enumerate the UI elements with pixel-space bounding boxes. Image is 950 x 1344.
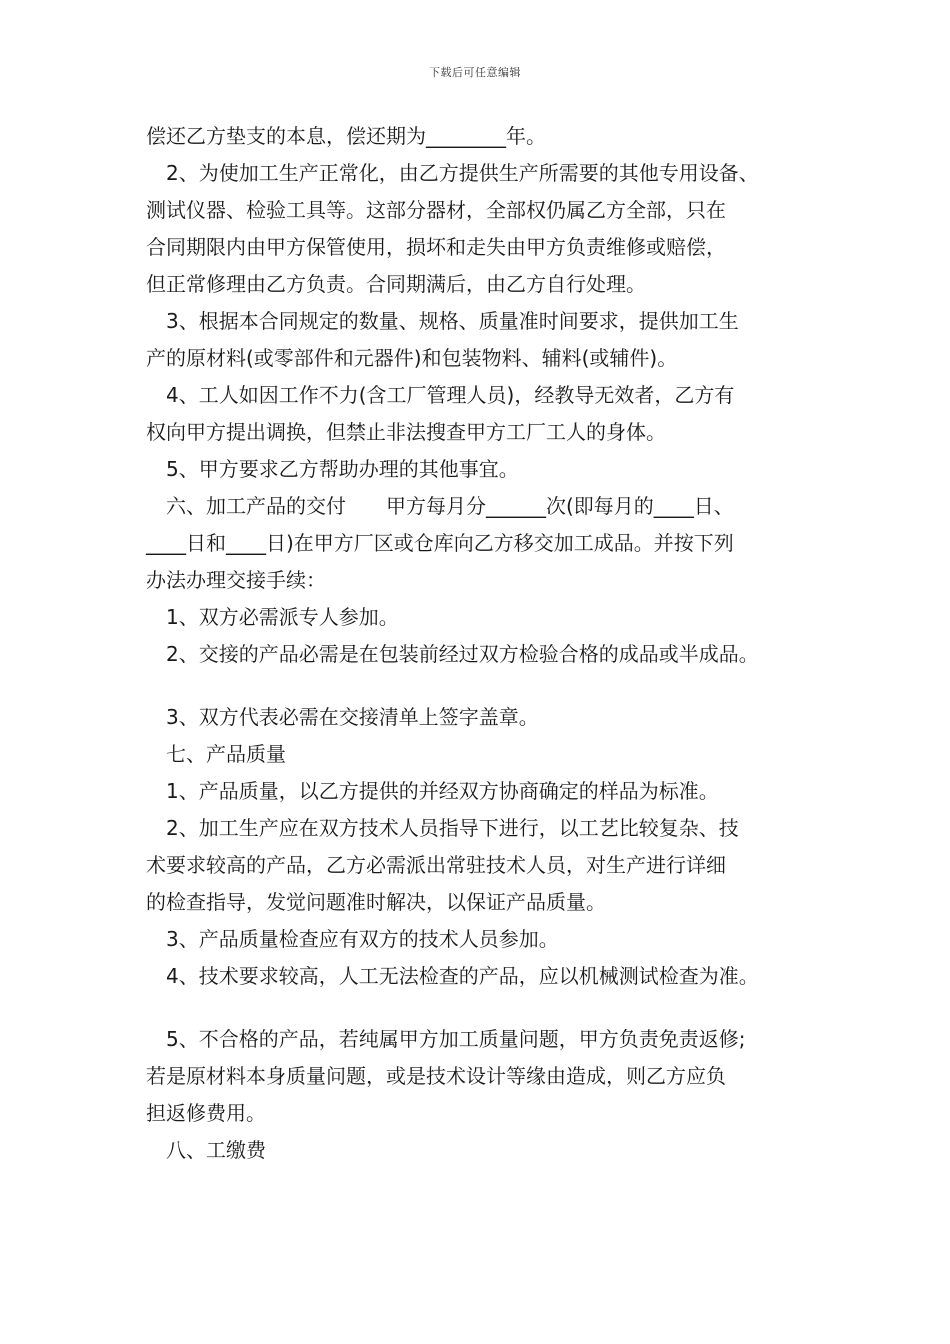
- text-line: 担返修费用。: [146, 1101, 266, 1125]
- text-line: 权向甲方提出调换，但禁止非法搜查甲方工厂工人的身体。: [146, 420, 666, 444]
- text-line: 若是原材料本身质量问题，或是技术设计等缘由造成，则乙方应负: [146, 1064, 726, 1088]
- text-line: 办法办理交接手续：: [146, 568, 326, 592]
- text-line: ____日和____日)在甲方厂区或仓库向乙方移交加工成品。并按下列: [146, 531, 734, 555]
- text-line: 3、双方代表必需在交接清单上签字盖章。: [146, 705, 539, 729]
- text-line: 产的原材料(或零部件和元器件)和包装物料、辅料(或辅件)。: [146, 346, 678, 370]
- document-body: [146, 118, 836, 1169]
- text-line: 偿还乙方垫支的本息，偿还期为________年。: [146, 124, 546, 148]
- text-line: 2、交接的产品必需是在包装前经过双方检验合格的成品或半成品。: [146, 642, 759, 666]
- text-line: 测试仪器、检验工具等。这部分器材，全部权仍属乙方全部，只在: [146, 198, 726, 222]
- text-line: 5、不合格的产品，若纯属甲方加工质量问题，甲方负责免责返修;: [146, 1027, 746, 1051]
- blank-line: [146, 995, 836, 1021]
- page-header: 下载后可任意编辑: [429, 66, 521, 79]
- text-line: 4、技术要求较高，人工无法检查的产品，应以机械测试检查为准。: [146, 964, 759, 988]
- blank-line: [146, 673, 836, 699]
- text-line: 八、工缴费: [146, 1138, 266, 1162]
- text-line: 3、根据本合同规定的数量、规格、质量准时间要求，提供加工生: [146, 309, 739, 333]
- text-line: 2、为使加工生产正常化，由乙方提供生产所需要的其他专用设备、: [146, 161, 759, 185]
- text-line: 3、产品质量检查应有双方的技术人员参加。: [146, 927, 559, 951]
- text-line: 术要求较高的产品，乙方必需派出常驻技术人员，对生产进行详细: [146, 853, 726, 877]
- text-line: 1、产品质量，以乙方提供的并经双方协商确定的样品为标准。: [146, 779, 719, 803]
- text-line: 1、双方必需派专人参加。: [146, 605, 399, 629]
- text-line: 合同期限内由甲方保管使用，损坏和走失由甲方负责维修或赔偿，: [146, 235, 726, 259]
- text-line: 但正常修理由乙方负责。合同期满后，由乙方自行处理。: [146, 272, 646, 296]
- text-line: 5、甲方要求乙方帮助办理的其他事宜。: [146, 457, 519, 481]
- text-line: 4、工人如因工作不力(含工厂管理人员)，经教导无效者，乙方有: [146, 383, 735, 407]
- text-line: 的检查指导，发觉问题准时解决，以保证产品质量。: [146, 890, 606, 914]
- text-line: 六、加工产品的交付 甲方每月分______次(即每月的____日、: [146, 494, 734, 518]
- text-line: 七、产品质量: [146, 742, 286, 766]
- text-line: 2、加工生产应在双方技术人员指导下进行，以工艺比较复杂、技: [146, 816, 739, 840]
